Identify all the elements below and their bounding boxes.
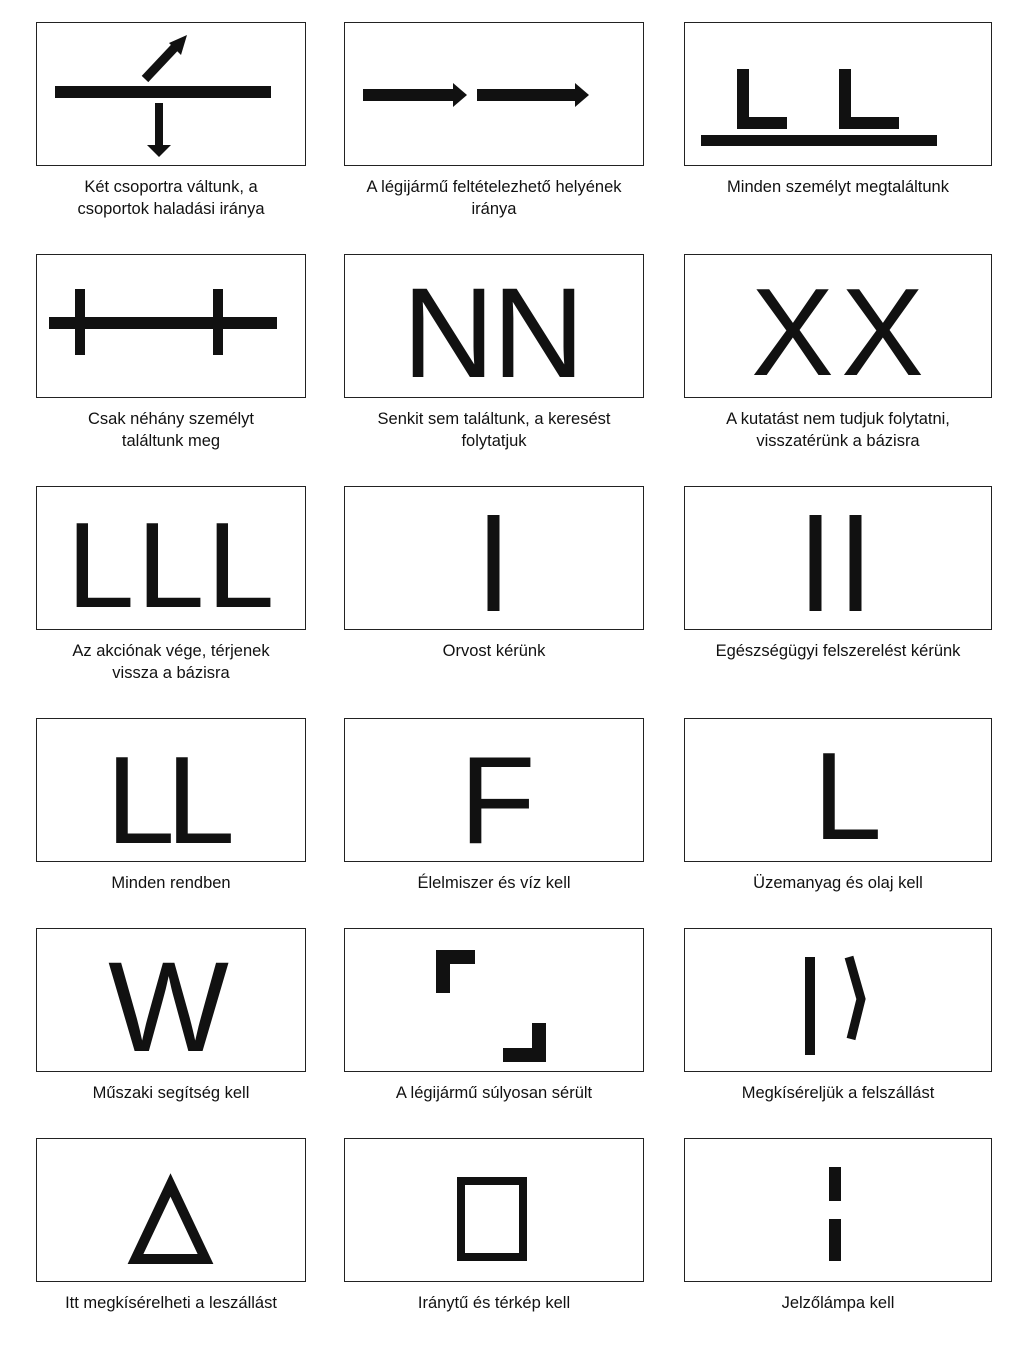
- signal-symbol-line-two-crosses: [37, 255, 304, 396]
- caption-line: A kutatást nem tudjuk folytatni,: [726, 410, 950, 428]
- caption-line: vissza a bázisra: [112, 664, 230, 682]
- letter-l-left: [743, 69, 787, 123]
- signal-symbol-XX: [685, 255, 990, 396]
- signal-symbol-L: [685, 719, 990, 860]
- signal-caption: [334, 640, 654, 662]
- caption-line: Az akciónak vége, térjenek: [72, 642, 270, 660]
- caption-line: visszatérünk a bázisra: [756, 432, 920, 450]
- caption-line: Itt megkísérelheti a leszállást: [65, 1294, 277, 1312]
- signal-symbol-box: [36, 718, 306, 862]
- letter-n-left: N: [402, 262, 495, 396]
- signal-symbol-box: [684, 22, 992, 166]
- cross-bar-right: [213, 289, 223, 355]
- signal-symbol-LLL: [37, 487, 304, 628]
- arrow-head-left: [453, 83, 467, 107]
- caption-line: Egészségügyi felszerelést kérünk: [715, 642, 961, 660]
- corner-bottom-right: [503, 1023, 539, 1055]
- signal-symbol-bar-chevron: [685, 929, 990, 1070]
- arrow-shaft-left: [363, 89, 455, 101]
- caption-line: csoportok haladási iránya: [77, 200, 265, 218]
- signal-symbol-LL: [37, 719, 304, 860]
- vertical-bar: [805, 957, 815, 1055]
- signal-caption: [26, 408, 316, 452]
- bar-left: [810, 515, 822, 611]
- signal-symbol-box: [684, 718, 992, 862]
- signal-caption: [674, 872, 1002, 894]
- bar-bottom: [829, 1219, 841, 1261]
- down-arrow-shaft: [155, 103, 163, 149]
- signal-symbol-corner-brackets: [345, 929, 642, 1070]
- signal-symbol-box: [344, 718, 644, 862]
- signal-caption: [334, 176, 654, 220]
- caption-line: A légijármű súlyosan sérült: [395, 1084, 593, 1102]
- signal-symbol-LL-underline: [685, 23, 990, 164]
- letter-x-right: X: [841, 264, 924, 396]
- caption-line: Élelmiszer és víz kell: [417, 874, 571, 892]
- square-outline: [461, 1181, 523, 1257]
- signal-symbol-box: [684, 254, 992, 398]
- signal-symbol-box: [344, 486, 644, 630]
- signal-caption: [334, 1082, 654, 1104]
- signal-symbol-box: [344, 22, 644, 166]
- signal-symbol-box: [344, 928, 644, 1072]
- signal-symbol-W: [37, 929, 304, 1070]
- letter-w: W: [108, 936, 229, 1070]
- signal-symbol-II: [685, 487, 990, 628]
- letter-l-left: L: [106, 732, 175, 860]
- down-arrow-head: [147, 145, 171, 157]
- cross-bar-left: [75, 289, 85, 355]
- diagonal-arrow-shaft: [145, 45, 177, 79]
- letter-l-2: L: [136, 497, 205, 628]
- signal-symbol-F: [345, 719, 642, 860]
- caption-line: Minden rendben: [111, 874, 231, 892]
- signal-caption: [26, 640, 316, 684]
- caption-line: Senkit sem találtunk, a keresést: [377, 410, 611, 428]
- letter-n-right: N: [492, 262, 585, 396]
- caption-line: Minden személyt megtaláltunk: [727, 178, 949, 196]
- signal-caption: [674, 408, 1002, 452]
- signal-symbol-box: [36, 1138, 306, 1282]
- signal-symbol-box: [36, 22, 306, 166]
- signal-caption: [334, 872, 654, 894]
- signal-caption: [674, 176, 1002, 198]
- letter-x-left: X: [751, 264, 834, 396]
- signal-symbol-box: [684, 1138, 992, 1282]
- letter-l: L: [813, 728, 882, 860]
- signal-symbol-square: [345, 1139, 642, 1280]
- signal-symbol-I: [345, 487, 642, 628]
- signal-symbol-box: [36, 486, 306, 630]
- signal-caption: [674, 1082, 1002, 1104]
- caption-line: találtunk meg: [121, 432, 221, 450]
- horizontal-bar: [55, 86, 271, 98]
- signal-symbol-box: [344, 254, 644, 398]
- caption-line: A légijármű feltételezhető helyének: [366, 178, 622, 196]
- letter-l-right: L: [166, 732, 235, 860]
- caption-line: Orvost kérünk: [442, 642, 546, 660]
- signal-caption: [334, 408, 654, 452]
- bar-right: [850, 515, 862, 611]
- caption-line: iránya: [471, 200, 517, 218]
- caption-line: Két csoportra váltunk, a: [84, 178, 258, 196]
- letter-l-1: L: [66, 497, 135, 628]
- bar-single: [488, 515, 500, 611]
- caption-line: Jelzőlámpa kell: [781, 1294, 895, 1312]
- chevron: [849, 957, 861, 1039]
- signal-symbol-split-bar: [685, 1139, 990, 1280]
- signal-caption: [26, 176, 316, 220]
- letter-f: F: [459, 732, 536, 860]
- signal-symbol-NN: [345, 255, 642, 396]
- signal-symbol-box: [36, 928, 306, 1072]
- signal-symbol-split-arrows: [37, 23, 304, 164]
- caption-line: Műszaki segítség kell: [92, 1084, 250, 1102]
- signal-symbol-box: [684, 928, 992, 1072]
- signal-caption: [674, 640, 1002, 662]
- caption-line: Iránytű és térkép kell: [417, 1294, 571, 1312]
- signal-caption: [26, 1082, 316, 1104]
- signal-caption: [334, 1292, 654, 1314]
- arrow-shaft-right: [477, 89, 577, 101]
- letter-l-right: [845, 69, 899, 123]
- signal-symbol-double-arrow: [345, 23, 642, 164]
- signal-caption: [26, 1292, 316, 1314]
- signal-symbol-box: [36, 254, 306, 398]
- caption-line: Csak néhány személyt: [88, 410, 254, 428]
- triangle-outline: [136, 1185, 206, 1259]
- caption-line: Megkíséreljük a felszállást: [741, 1084, 935, 1102]
- signal-caption: [26, 872, 316, 894]
- letter-l-3: L: [206, 497, 275, 628]
- corner-top-left: [443, 957, 475, 993]
- bar-top: [829, 1167, 841, 1201]
- signal-symbol-triangle: [37, 1139, 304, 1280]
- signal-symbol-box: [344, 1138, 644, 1282]
- caption-line: folytatjuk: [461, 432, 527, 450]
- caption-line: Üzemanyag és olaj kell: [753, 874, 923, 892]
- underline-bar: [701, 135, 937, 146]
- signal-caption: [674, 1292, 1002, 1314]
- arrow-head-right: [575, 83, 589, 107]
- signal-symbol-box: [684, 486, 992, 630]
